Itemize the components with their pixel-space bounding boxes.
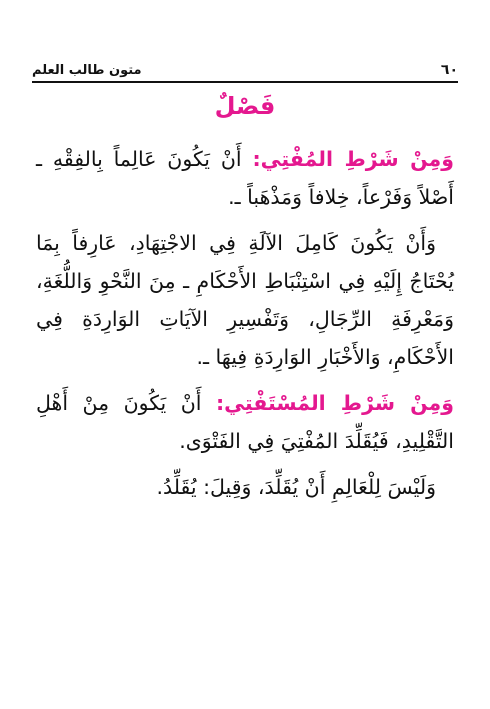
paragraph-text: وَلَيْسَ لِلْعَالِمِ أَنْ يُقَلِّدَ، وَقِيلَ: يُقَلِّدُ. bbox=[156, 475, 436, 499]
paragraph-scholar-taqlid bbox=[36, 468, 454, 506]
paragraph-lead: وَمِنْ شَرْطِ المُفْتِي: bbox=[252, 147, 454, 171]
book-title: متون طالب العلم bbox=[32, 63, 142, 78]
body-text bbox=[36, 140, 454, 514]
page-number: ٦٠ bbox=[440, 62, 458, 78]
section-title: فَصْلٌ bbox=[214, 92, 276, 120]
running-header bbox=[32, 52, 458, 83]
paragraph-text: أَنْ يَكُونَ مِنْ أَهْلِ التَّقْلِيدِ، فَيُقَلِّدَ المُفْتِيَ فِي الفَتْوَى. bbox=[36, 391, 454, 453]
paragraph-lead: وَمِنْ شَرْطِ المُسْتَفْتِي: bbox=[215, 391, 454, 415]
paragraph-ijtihad-tools bbox=[36, 224, 454, 376]
paragraph-text: وَأَنْ يَكُونَ كَامِلَ الآلَةِ فِي الاجْتِهَادِ، عَارِفاً بِمَا يُحْتَاجُ إِلَيْهِ فِي اسْتِنْبَاطِ الأَحْكَامِ ـ مِنَ النَّحْوِ وَاللُّغَةِ، وَمَعْرِفَةِ الرِّجَالِ، وَتَفْسِيرِ الآيَاتِ الوَارِدَةِ فِي الأَحْكَامِ، وَالأَخْبَارِ الوَارِدَةِ فِيهَا ـ. bbox=[36, 231, 454, 369]
paragraph-mufti-condition bbox=[36, 140, 454, 216]
paragraph-text: أَنْ يَكُونَ عَالِماً بِالفِقْهِ ـ أَصْلاً وَفَرْعاً، خِلافاً وَمَذْهَباً ـ. bbox=[36, 147, 454, 209]
paragraph-mustafti-condition bbox=[36, 384, 454, 460]
